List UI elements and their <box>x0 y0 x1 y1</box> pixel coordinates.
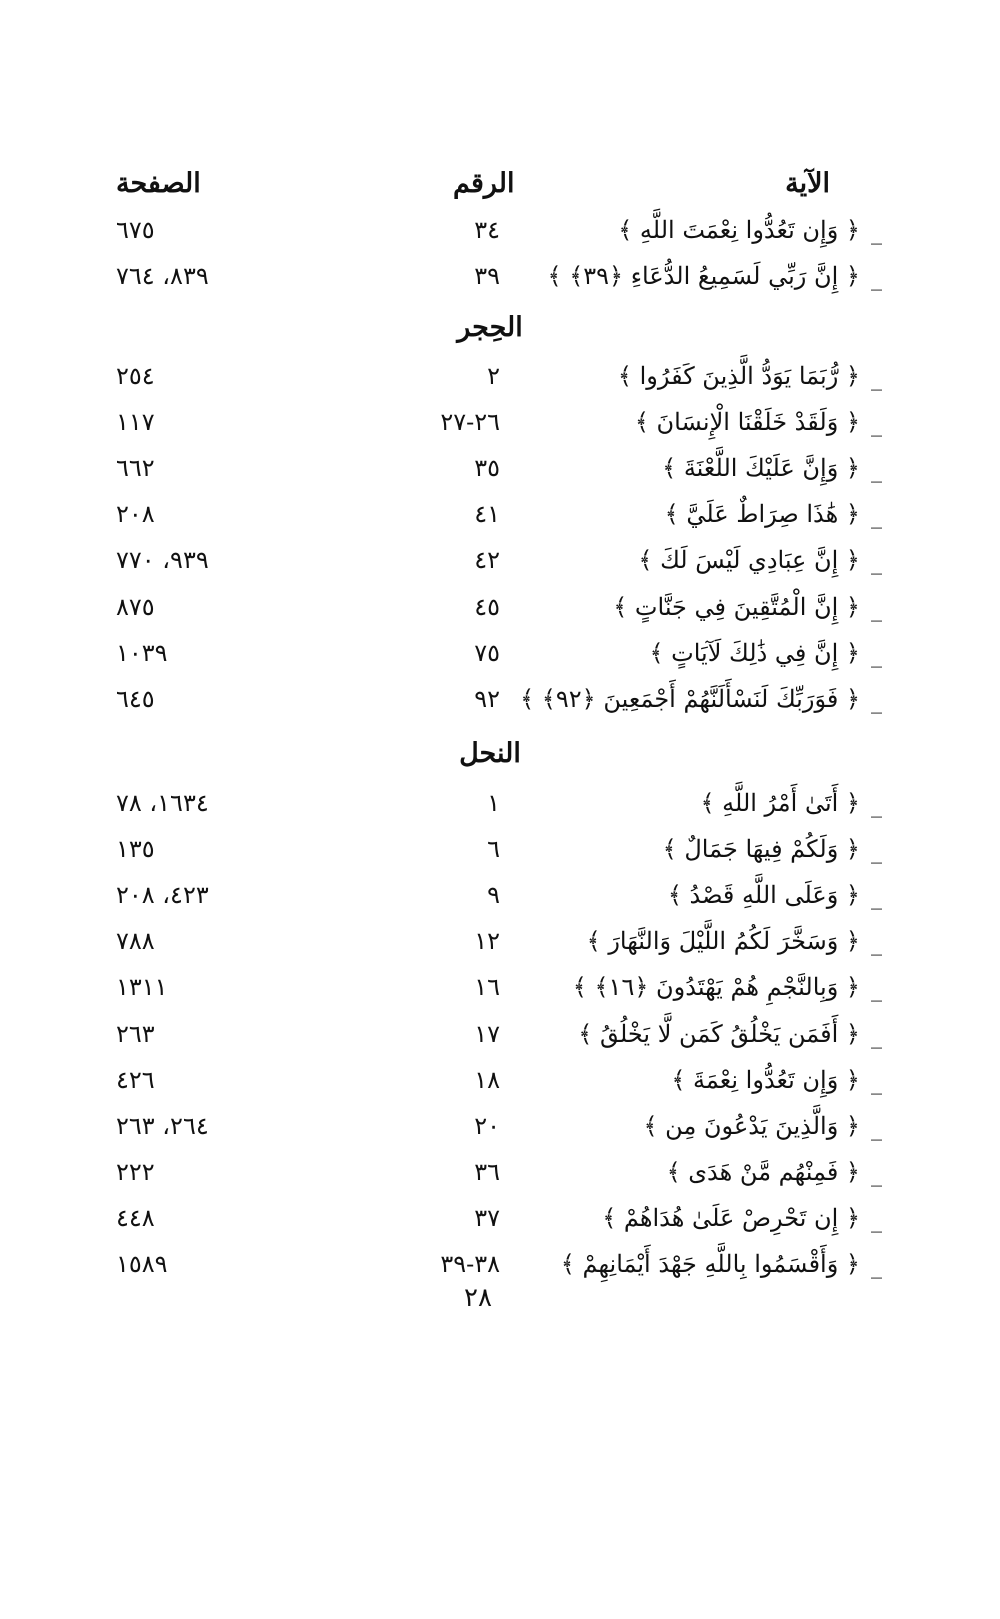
ayah-text: ﴿ فَوَرَبِّكَ لَنَسْأَلَنَّهُمْ أَجْمَعِينَ ﴿٩٢﴾ ﴾ <box>520 685 860 713</box>
surah-title: الحِجر <box>457 312 523 343</box>
index-row <box>0 925 1000 965</box>
index-row <box>0 683 1000 723</box>
index-row <box>0 879 1000 919</box>
index-row <box>0 498 1000 538</box>
index-row <box>0 1110 1000 1150</box>
row-dash: _ <box>871 885 882 910</box>
ayah-text: ﴿ وَإِن تَعُدُّوا نِعْمَةَ ﴾ <box>671 1066 860 1094</box>
header-number: الرقم <box>453 168 515 199</box>
page-reference: ١٦٣٤، ٧٨ <box>116 789 209 817</box>
page-reference: ٩٣٩، ٧٧٠ <box>116 546 209 574</box>
row-dash: _ <box>871 1070 882 1095</box>
index-row <box>0 833 1000 873</box>
ayah-text: ﴿ فَمِنْهُم مَّنْ هَدَى ﴾ <box>666 1158 860 1186</box>
row-dash: _ <box>871 1024 882 1049</box>
page-reference: ١٥٨٩ <box>116 1250 168 1278</box>
ayah-text: ﴿ وَلَكُمْ فِيهَا جَمَالٌ ﴾ <box>662 835 860 863</box>
ayah-number: ٢٠ <box>474 1112 500 1140</box>
page-reference: ١٣١١ <box>116 973 168 1001</box>
row-dash: _ <box>871 1208 882 1233</box>
ayah-text: ﴿ إِنَّ فِي ذَٰلِكَ لَآيَاتٍ ﴾ <box>649 639 860 667</box>
ayah-number: ١٧ <box>474 1020 500 1048</box>
row-dash: _ <box>871 1162 882 1187</box>
row-dash: _ <box>871 839 882 864</box>
page-reference: ٤٢٦ <box>116 1066 155 1094</box>
row-dash: _ <box>871 550 882 575</box>
page-reference: ٨٧٥ <box>116 593 155 621</box>
ayah-number: ٧٥ <box>474 639 500 667</box>
row-dash: _ <box>871 793 882 818</box>
page-reference: ٢٠٨ <box>116 500 155 528</box>
row-dash: _ <box>871 597 882 622</box>
page-reference: ٢٢٢ <box>116 1158 155 1186</box>
row-dash: _ <box>871 689 882 714</box>
row-dash: _ <box>871 266 882 291</box>
page-reference: ٢٥٤ <box>116 362 155 390</box>
index-row <box>0 637 1000 677</box>
index-row <box>0 1064 1000 1104</box>
page-reference: ٦٧٥ <box>116 216 155 244</box>
ayah-number: ١٨ <box>474 1066 500 1094</box>
page-reference: ٨٣٩، ٧٦٤ <box>116 262 209 290</box>
index-row <box>0 1018 1000 1058</box>
ayah-number: ٤٥ <box>474 593 500 621</box>
ayah-text: ﴿ إِنَّ الْمُتَّقِينَ فِي جَنَّاتٍ ﴾ <box>613 593 860 621</box>
page-reference: ٦٦٢ <box>116 454 155 482</box>
ayah-number: ٣٦ <box>474 1158 500 1186</box>
ayah-text: ﴿ إِن تَحْرِصْ عَلَىٰ هُدَاهُمْ ﴾ <box>602 1204 860 1232</box>
header-ayah: الآية <box>785 168 830 199</box>
index-row <box>0 214 1000 254</box>
page-reference: ٦٤٥ <box>116 685 155 713</box>
index-row <box>0 787 1000 827</box>
ayah-text: ﴿ وَإِن تَعُدُّوا نِعْمَتَ اللَّهِ ﴾ <box>618 216 860 244</box>
index-row <box>0 360 1000 400</box>
row-dash: _ <box>871 220 882 245</box>
ayah-number: ٣٥ <box>474 454 500 482</box>
index-row <box>0 1156 1000 1196</box>
ayah-text: ﴿ وَإِنَّ عَلَيْكَ اللَّعْنَةَ ﴾ <box>662 454 860 482</box>
index-row <box>0 452 1000 492</box>
ayah-text: ﴿ وَالَّذِينَ يَدْعُونَ مِن ﴾ <box>643 1112 860 1140</box>
ayah-number: ١٢ <box>474 927 500 955</box>
ayah-number: ٣٤ <box>474 216 500 244</box>
ayah-text: ﴿ أَتَىٰ أَمْرُ اللَّهِ ﴾ <box>700 789 860 817</box>
row-dash: _ <box>871 458 882 483</box>
page-reference: ٢٦٣ <box>116 1020 155 1048</box>
ayah-text: ﴿ أَفَمَن يَخْلُقُ كَمَن لَّا يَخْلُقُ ﴾ <box>578 1020 860 1048</box>
ayah-number: ٩ <box>487 881 500 909</box>
ayah-text: ﴿ هَٰذَا صِرَاطٌ عَلَيَّ ﴾ <box>664 500 860 528</box>
ayah-number: ١٦ <box>474 973 500 1001</box>
page-reference: ٤٢٣، ٢٠٨ <box>116 881 209 909</box>
ayah-text: ﴿ وَبِالنَّجْمِ هُمْ يَهْتَدُونَ ﴿١٦﴾ ﴾ <box>572 973 860 1001</box>
ayah-number: ٤١ <box>474 500 500 528</box>
ayah-number: ١ <box>487 789 500 817</box>
ayah-text: ﴿ وَلَقَدْ خَلَقْنَا الْإِنسَانَ ﴾ <box>634 408 860 436</box>
row-dash: _ <box>871 931 882 956</box>
row-dash: _ <box>871 412 882 437</box>
ayah-number: ٤٢ <box>474 546 500 574</box>
ayah-number: ٦ <box>487 835 500 863</box>
row-dash: _ <box>871 504 882 529</box>
surah-title: النحل <box>459 738 521 769</box>
row-dash: _ <box>871 1116 882 1141</box>
index-row <box>0 544 1000 584</box>
index-row <box>0 971 1000 1011</box>
page-number: ٢٨ <box>464 1283 492 1313</box>
ayah-text: ﴿ إِنَّ عِبَادِي لَيْسَ لَكَ ﴾ <box>638 546 860 574</box>
ayah-text: ﴿ وَأَقْسَمُوا بِاللَّهِ جَهْدَ أَيْمَانِهِمْ ﴾ <box>560 1250 860 1278</box>
row-dash: _ <box>871 1254 882 1279</box>
index-row <box>0 1248 1000 1288</box>
ayah-number: ٣٩ <box>474 262 500 290</box>
ayah-number: ٩٢ <box>474 685 500 713</box>
index-row <box>0 591 1000 631</box>
row-dash: _ <box>871 977 882 1002</box>
row-dash: _ <box>871 366 882 391</box>
ayah-text: ﴿ إِنَّ رَبِّي لَسَمِيعُ الدُّعَاءِ ﴿٣٩﴾ ﴾ <box>547 262 860 290</box>
ayah-number: ٢٦-٢٧ <box>440 408 500 436</box>
page-reference: ١١٧ <box>116 408 155 436</box>
ayah-text: ﴿ وَسَخَّرَ لَكُمُ اللَّيْلَ وَالنَّهَارَ ﴾ <box>586 927 860 955</box>
index-row <box>0 406 1000 446</box>
page-reference: ٢٦٤، ٢٦٣ <box>116 1112 209 1140</box>
index-row <box>0 260 1000 300</box>
page-reference: ١٣٥ <box>116 835 155 863</box>
ayah-number: ٢ <box>487 362 500 390</box>
page-reference: ٧٨٨ <box>116 927 155 955</box>
page-reference: ١٠٣٩ <box>116 639 168 667</box>
header-page: الصفحة <box>116 168 201 199</box>
index-row <box>0 1202 1000 1242</box>
ayah-number: ٣٧ <box>474 1204 500 1232</box>
ayah-text: ﴿ وَعَلَى اللَّهِ قَصْدُ ﴾ <box>667 881 860 909</box>
page-reference: ٤٤٨ <box>116 1204 155 1232</box>
ayah-text: ﴿ رُّبَمَا يَوَدُّ الَّذِينَ كَفَرُوا ﴾ <box>617 362 860 390</box>
ayah-number: ٣٨-٣٩ <box>440 1250 500 1278</box>
row-dash: _ <box>871 643 882 668</box>
